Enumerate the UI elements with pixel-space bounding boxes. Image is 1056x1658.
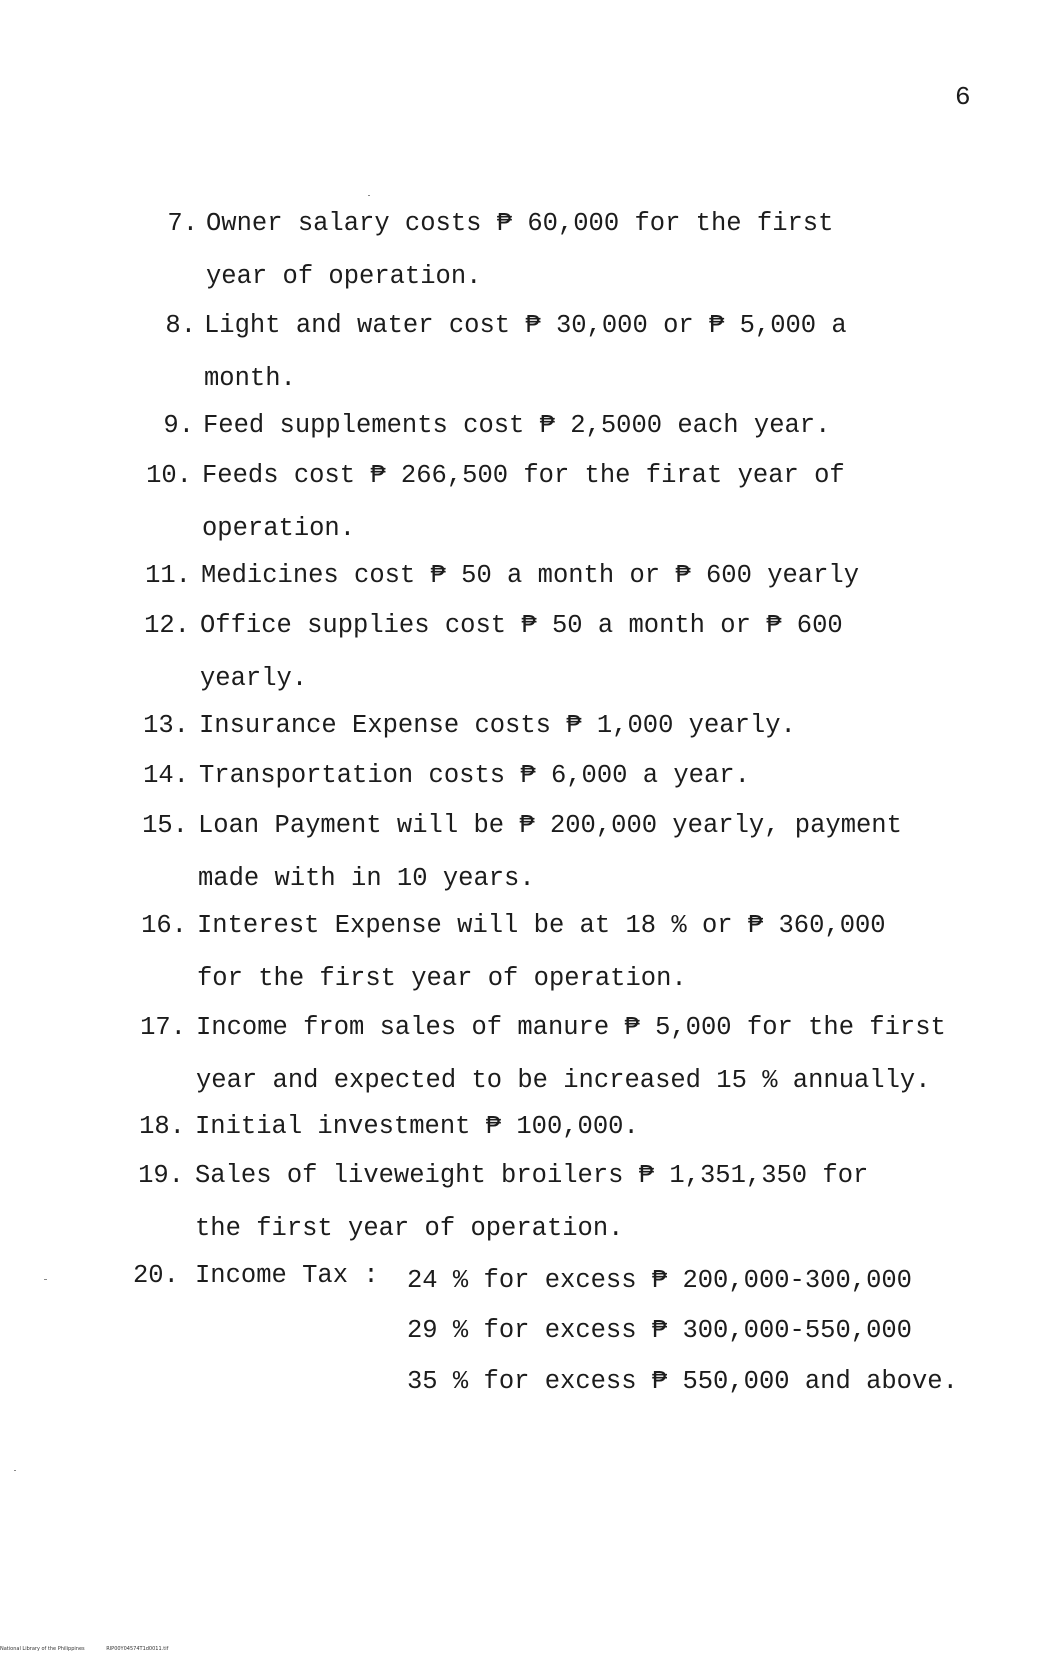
item-line: year of operation. [206, 262, 482, 291]
item-line: Sales of liveweight broilers ₱ 1,351,350 for [195, 1161, 869, 1190]
item-line: Income from sales of manure ₱ 5,000 for the first [196, 1013, 946, 1042]
item-line: Insurance Expense costs ₱ 1,000 yearly. [199, 711, 796, 740]
item-line: Transportation costs ₱ 6,000 a year. [199, 761, 750, 790]
item-number: 11. [145, 561, 191, 590]
item-number: 16. [141, 911, 187, 940]
item-number: 20. [133, 1261, 179, 1290]
item-line: Loan Payment will be ₱ 200,000 yearly, payment [198, 811, 902, 840]
scan-speck [368, 195, 370, 196]
item-line: for the first year of operation. [197, 964, 687, 993]
item-line: Medicines cost ₱ 50 a month or ₱ 600 yearly [201, 561, 860, 590]
item-number: 9. [163, 411, 194, 440]
item-line: yearly. [200, 664, 308, 693]
item-line: Owner salary costs ₱ 60,000 for the first [206, 209, 834, 238]
item-number: 12. [144, 611, 190, 640]
item-line: Feed supplements cost ₱ 2,5000 each year. [203, 411, 831, 440]
income-tax-label: Income Tax : [195, 1261, 379, 1290]
footer-file: RIP00Y04574T1d0011.tif [106, 1646, 169, 1652]
item-number: 17. [140, 1013, 186, 1042]
item-line: the first year of operation. [195, 1214, 624, 1243]
item-number: 18. [139, 1112, 185, 1141]
scan-speck [44, 1279, 47, 1280]
tax-bracket: 24 % for excess ₱ 200,000-300,000 [407, 1266, 912, 1295]
item-number: 14. [143, 761, 189, 790]
item-line: Light and water cost ₱ 30,000 or ₱ 5,000 a [204, 311, 847, 340]
item-line: month. [204, 364, 296, 393]
footer [0, 1646, 188, 1652]
item-line: year and expected to be increased 15 % annually. [196, 1066, 931, 1095]
page-number: 6 [955, 82, 971, 112]
item-line: Interest Expense will be at 18 % or ₱ 360,000 [197, 911, 886, 940]
item-number: 13. [143, 711, 189, 740]
item-number: 10. [146, 461, 192, 490]
item-line: Office supplies cost ₱ 50 a month or ₱ 600 [200, 611, 843, 640]
item-number: 7. [167, 209, 198, 238]
item-number: 15. [142, 811, 188, 840]
item-number: 8. [165, 311, 196, 340]
item-number: 19. [138, 1161, 184, 1190]
tax-bracket: 29 % for excess ₱ 300,000-550,000 [407, 1316, 912, 1345]
item-line: Feeds cost ₱ 266,500 for the firat year of [202, 461, 845, 490]
item-line: made with in 10 years. [198, 864, 535, 893]
footer-library: National Library of the Philippines [0, 1646, 85, 1652]
tax-bracket: 35 % for excess ₱ 550,000 and above. [407, 1367, 958, 1396]
item-line: operation. [202, 514, 356, 543]
scan-speck [14, 1470, 16, 1471]
item-line: Initial investment ₱ 100,000. [195, 1112, 639, 1141]
